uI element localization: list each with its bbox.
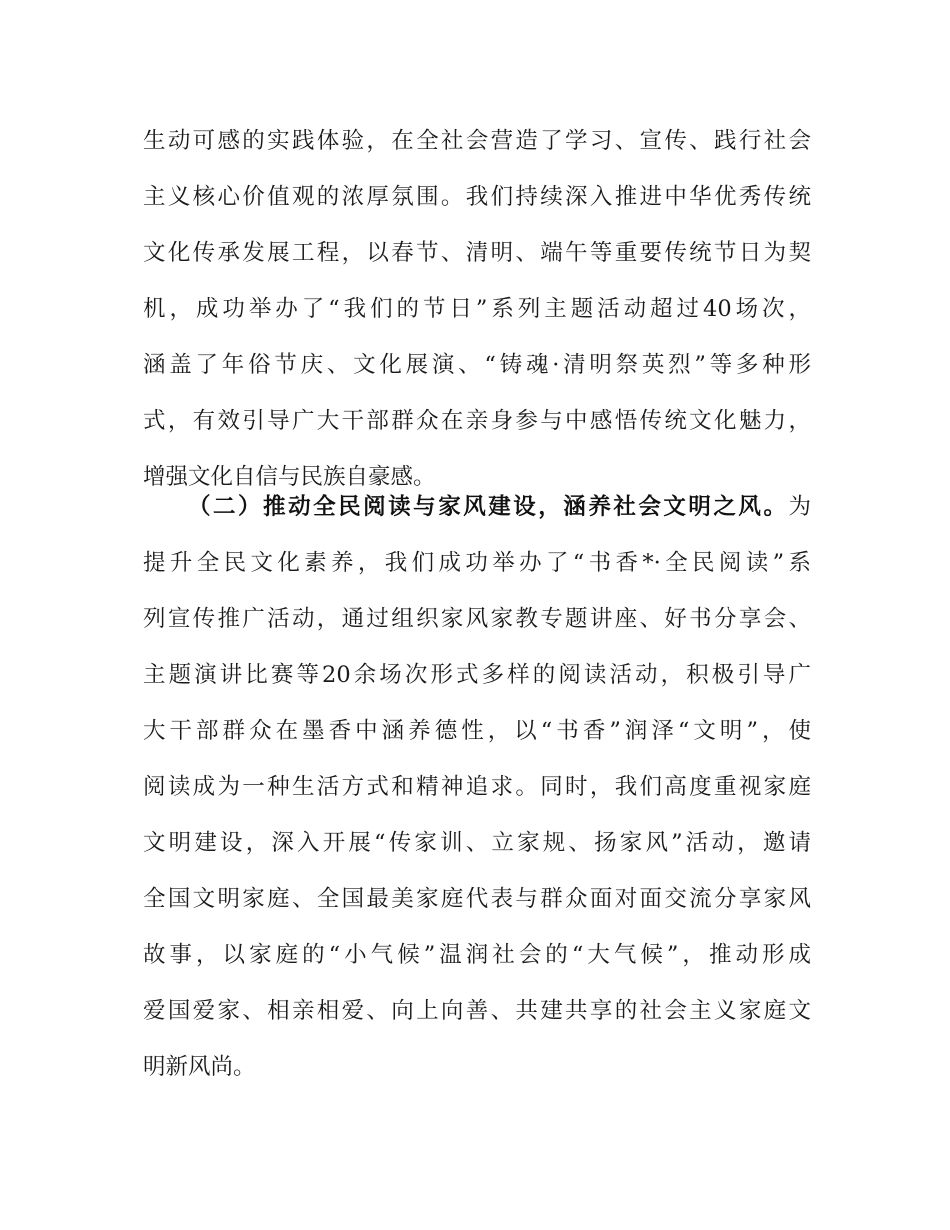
text-line: 全国文明家庭、全国最美家庭代表与群众面对面交流分享家风 bbox=[143, 886, 811, 912]
heading-line bbox=[143, 479, 811, 535]
text-line: 文化传承发展工程，以春节、清明、端午等重要传统节日为契 bbox=[143, 240, 811, 266]
text-line: 增强文化自信与民族自豪感。 bbox=[143, 464, 436, 490]
text-line: 明新风尚。 bbox=[143, 1054, 256, 1080]
text-line: 生动可感的实践体验，在全社会营造了学习、宣传、践行社会 bbox=[143, 128, 811, 154]
text-line: 爱国爱家、相亲相爱、向上向善、共建共享的社会主义家庭文 bbox=[143, 998, 811, 1024]
text-line: 机，成功举办了“我们的节日”系列主题活动超过40场次， bbox=[143, 296, 811, 322]
text-line: 主题演讲比赛等20余场次形式多样的阅读活动，积极引导广 bbox=[143, 662, 811, 688]
text-line: 提升全民文化素养，我们成功举办了“书香*·全民阅读”系 bbox=[143, 550, 811, 576]
text-line: 列宣传推广活动，通过组织家风家教专题讲座、好书分享会、 bbox=[143, 606, 811, 632]
heading-line-rest: 为 bbox=[788, 494, 811, 520]
paragraph-practice-experience bbox=[143, 113, 811, 505]
text-line: 大干部群众在墨香中涵养德性，以“书香”润泽“文明”，使 bbox=[143, 718, 811, 744]
paragraph-reading-family-values bbox=[143, 479, 811, 1095]
text-line: 主义核心价值观的浓厚氛围。我们持续深入推进中华优秀传统 bbox=[143, 184, 811, 210]
section-heading: （二）推动全民阅读与家风建设，涵养社会文明之风。 bbox=[188, 494, 789, 520]
text-line: 故事，以家庭的“小气候”温润社会的“大气候”，推动形成 bbox=[143, 942, 811, 968]
text-line: 式，有效引导广大干部群众在亲身参与中感悟传统文化魅力， bbox=[143, 408, 811, 434]
text-line: 涵盖了年俗节庆、文化展演、“铸魂·清明祭英烈”等多种形 bbox=[143, 352, 811, 378]
text-line: 阅读成为一种生活方式和精神追求。同时，我们高度重视家庭 bbox=[143, 774, 811, 800]
text-line: 文明建设，深入开展“传家训、立家规、扬家风”活动，邀请 bbox=[143, 830, 811, 856]
